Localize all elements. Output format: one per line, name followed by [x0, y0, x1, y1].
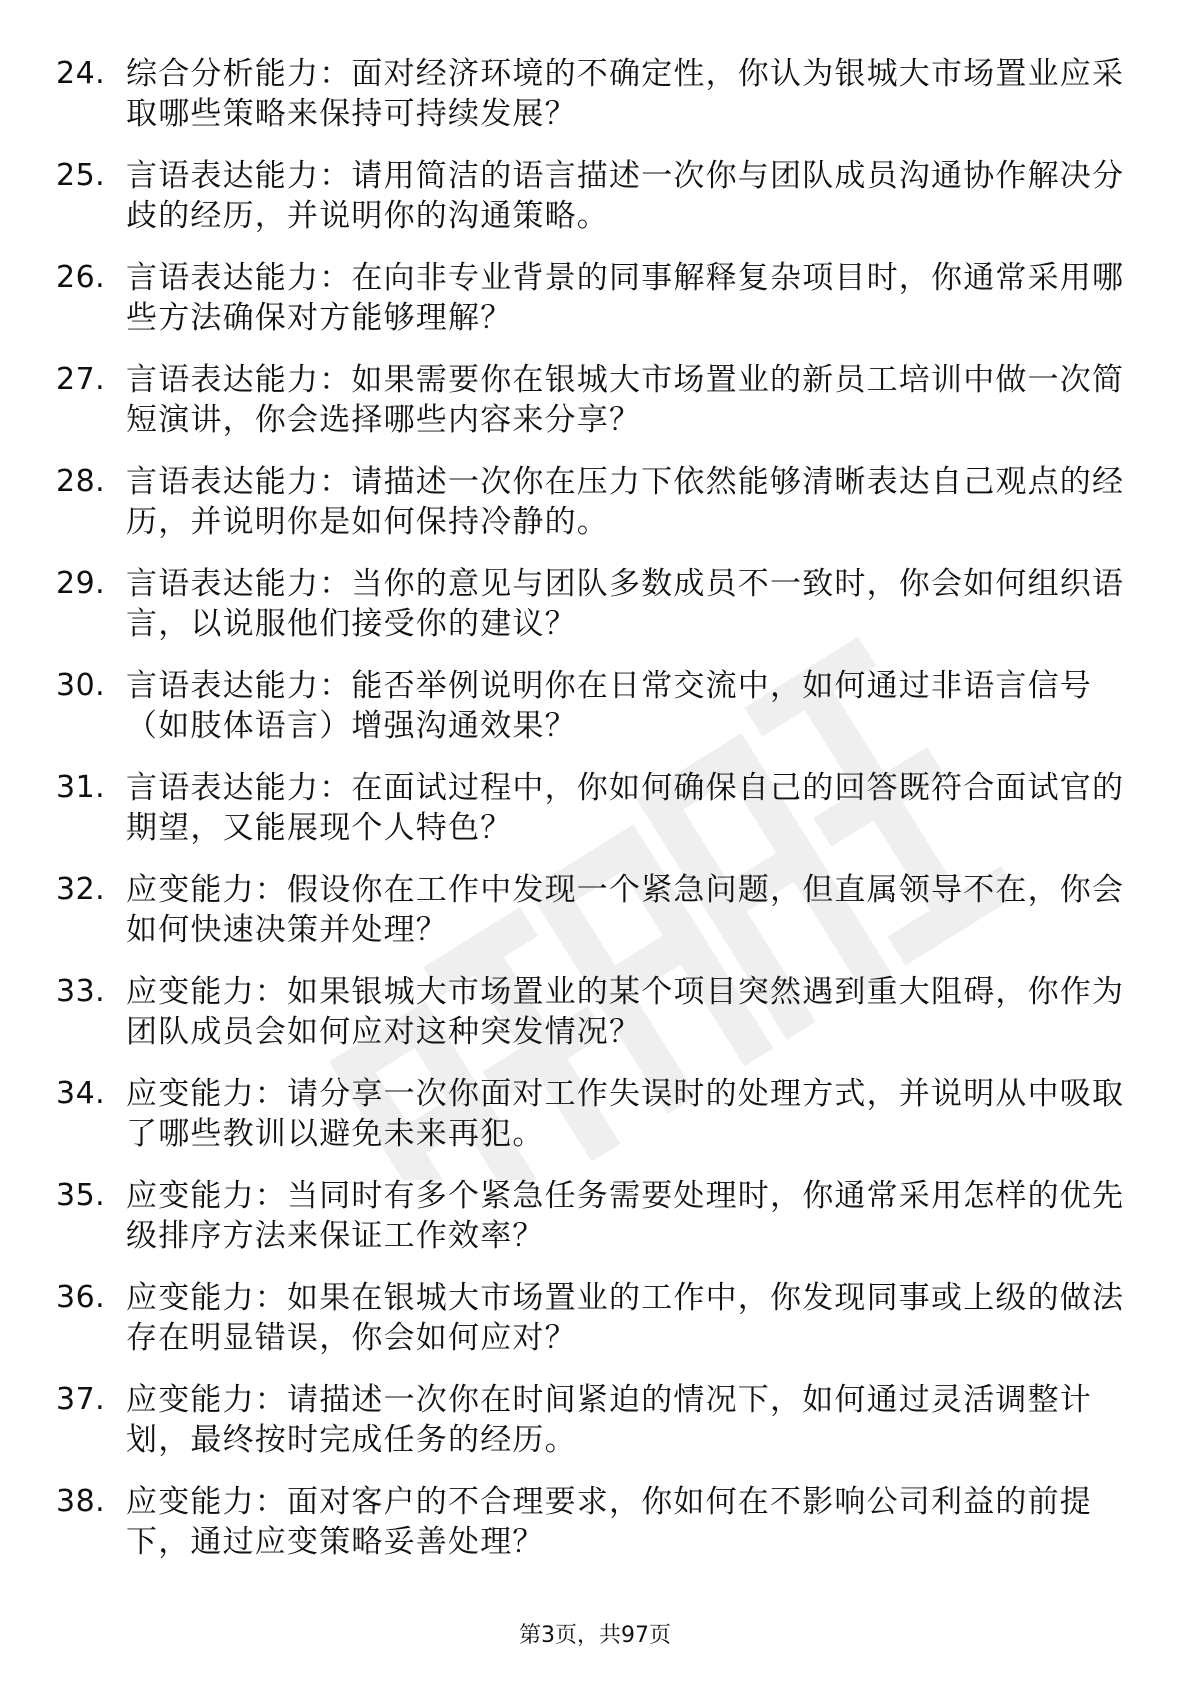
- question-list: [56, 54, 1136, 1584]
- question-number: 30.: [56, 668, 106, 703]
- list-item: [56, 1482, 1136, 1584]
- page-number-footer: 第3页，共97页: [519, 1623, 671, 1648]
- question-number: 27.: [56, 362, 106, 397]
- question-number: 38.: [56, 1484, 106, 1519]
- question-number: 36.: [56, 1280, 106, 1315]
- list-item: [56, 462, 1136, 564]
- question-text: 应变能力：当同时有多个紧急任务需要处理时，你通常采用怎样的优先级排序方法来保证工作效率？: [126, 1178, 1125, 1254]
- list-item: [56, 1074, 1136, 1176]
- list-item: [56, 54, 1136, 156]
- question-number: 24.: [56, 56, 106, 91]
- list-item: [56, 360, 1136, 462]
- list-item: [56, 564, 1136, 666]
- list-item: [56, 156, 1136, 258]
- question-number: 26.: [56, 260, 106, 295]
- question-text: 应变能力：请分享一次你面对工作失误时的处理方式，并说明从中吸取了哪些教训以避免未来再犯。: [126, 1076, 1125, 1152]
- list-item: [56, 768, 1136, 870]
- question-text: 应变能力：面对客户的不合理要求，你如何在不影响公司利益的前提下，通过应变策略妥善处理？: [126, 1484, 1092, 1560]
- question-number: 32.: [56, 872, 106, 907]
- question-text: 言语表达能力：在面试过程中，你如何确保自己的回答既符合面试官的期望，又能展现个人特色？: [126, 770, 1125, 846]
- question-text: 言语表达能力：请用简洁的语言描述一次你与团队成员沟通协作解决分歧的经历，并说明你的沟通策略。: [126, 158, 1125, 234]
- question-text: 言语表达能力：请描述一次你在压力下依然能够清晰表达自己观点的经历，并说明你是如何保持冷静的。: [126, 464, 1125, 540]
- question-text: 言语表达能力：当你的意见与团队多数成员不一致时，你会如何组织语言，以说服他们接受你的建议？: [126, 566, 1125, 642]
- question-number: 34.: [56, 1076, 106, 1111]
- question-number: 28.: [56, 464, 106, 499]
- question-text: 综合分析能力：面对经济环境的不确定性，你认为银城大市场置业应采取哪些策略来保持可持续发展？: [126, 56, 1125, 132]
- question-number: 31.: [56, 770, 106, 805]
- list-item: [56, 1176, 1136, 1278]
- question-text: 言语表达能力：如果需要你在银城大市场置业的新员工培训中做一次简短演讲，你会选择哪些内容来分享？: [126, 362, 1125, 438]
- question-text: 应变能力：假设你在工作中发现一个紧急问题，但直属领导不在，你会如何快速决策并处理？: [126, 872, 1125, 948]
- list-item: [56, 972, 1136, 1074]
- question-text: 言语表达能力：在向非专业背景的同事解释复杂项目时，你通常采用哪些方法确保对方能够理解？: [126, 260, 1125, 336]
- question-number: 35.: [56, 1178, 106, 1213]
- list-item: [56, 666, 1136, 768]
- list-item: [56, 870, 1136, 972]
- question-text: 应变能力：如果银城大市场置业的某个项目突然遇到重大阻碍，你作为团队成员会如何应对这种突发情况？: [126, 974, 1125, 1050]
- question-number: 29.: [56, 566, 106, 601]
- question-number: 33.: [56, 974, 106, 1009]
- question-text: 应变能力：请描述一次你在时间紧迫的情况下，如何通过灵活调整计划，最终按时完成任务的经历。: [126, 1382, 1092, 1458]
- list-item: [56, 1380, 1136, 1482]
- question-number: 37.: [56, 1382, 106, 1417]
- list-item: [56, 1278, 1136, 1380]
- question-number: 25.: [56, 158, 106, 193]
- question-text: 言语表达能力：能否举例说明你在日常交流中，如何通过非语言信号（如肢体语言）增强沟通效果？: [126, 668, 1092, 744]
- list-item: [56, 258, 1136, 360]
- question-text: 应变能力：如果在银城大市场置业的工作中，你发现同事或上级的做法存在明显错误，你会如何应对？: [126, 1280, 1125, 1356]
